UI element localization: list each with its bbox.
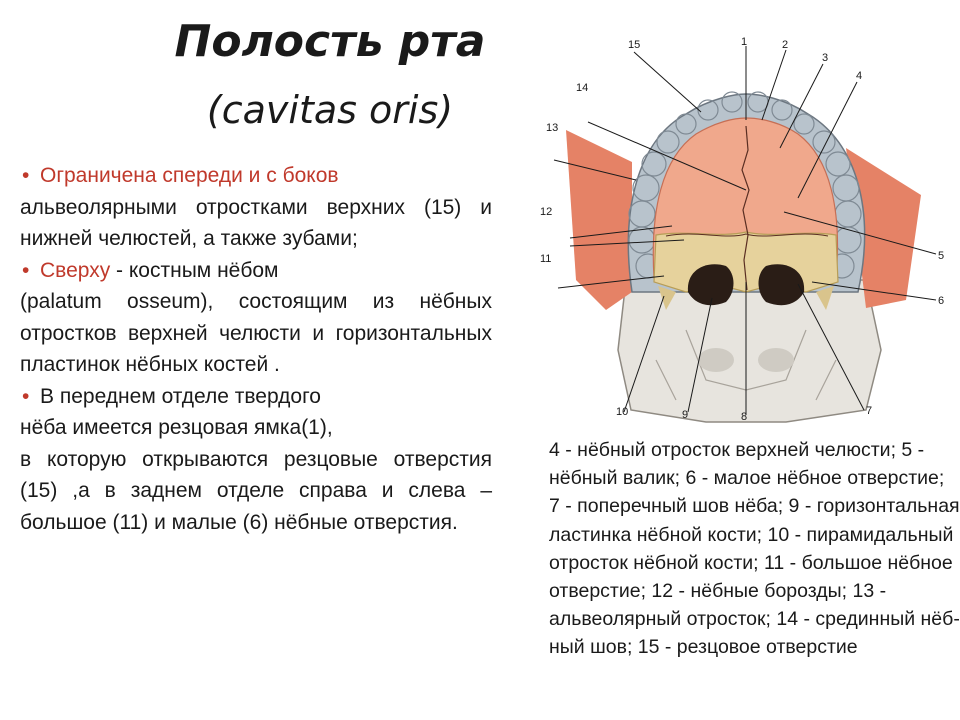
label-8: 8 [741,411,748,423]
label-4: 4 [856,70,863,82]
label-14: 14 [576,82,589,94]
page-subtitle: (cavitas oris) [206,88,454,132]
caption-text: 4 - нёбный отросток верхней челюсти; 5 - нёбный валик; 6 - малое нёбное отверстие; 7 - поперечный шов нёба; 9 - горизонтальная ластинка нёбной кости; 10 - пирамидальный отросток нёбной кости; 11 - большое нёбное отверстие; 12 - нёбные борозды; 13 - альвеолярный отросток; 14 - срединный нёб- ный шов; 15 - резцовое отверстие [549,439,960,659]
label-12: 12 [540,206,553,218]
bullet-2 [20,255,492,287]
label-13: 13 [546,122,559,134]
paragraph-1: альвеолярными отростками верхних (15) и нижней челюстей, а также зубами; [20,195,492,250]
label-7: 7 [866,405,873,417]
paragraph-3: нёба имеется резцовая ямка(1), [20,416,333,439]
label-3: 3 [822,52,829,64]
bullet-1: • Ограничена спереди и с боков [20,160,492,192]
label-10: 10 [616,406,629,418]
skull-base-shape [618,280,881,422]
paragraph-4: в которую открываются резцовые отверстия (15) ,а в заднем отделе справа и слева – большое (11) и малые (6) нёбные отверстия. [20,447,492,534]
label-5: 5 [938,250,945,262]
page-title: Полость рта [174,16,486,67]
label-11: 11 [540,253,552,265]
bullet-3: • В переднем отделе твердого [20,381,492,413]
hard-palate-figure [536,30,960,430]
label-2: 2 [782,39,789,51]
figure-caption [549,436,960,662]
label-9: 9 [682,409,689,421]
paragraph-2: (palatum osseum), состоящим из нёбных отростков верхней челюсти и горизонтальных пластинок нёбных костей . [20,290,492,376]
label-15: 15 [628,39,641,51]
bullet-2-highlight: Сверху [40,258,111,282]
bullet-2-text: - костным нёбом [110,258,279,282]
label-1: 1 [741,36,748,48]
body-text [20,160,492,538]
label-6: 6 [938,295,945,307]
